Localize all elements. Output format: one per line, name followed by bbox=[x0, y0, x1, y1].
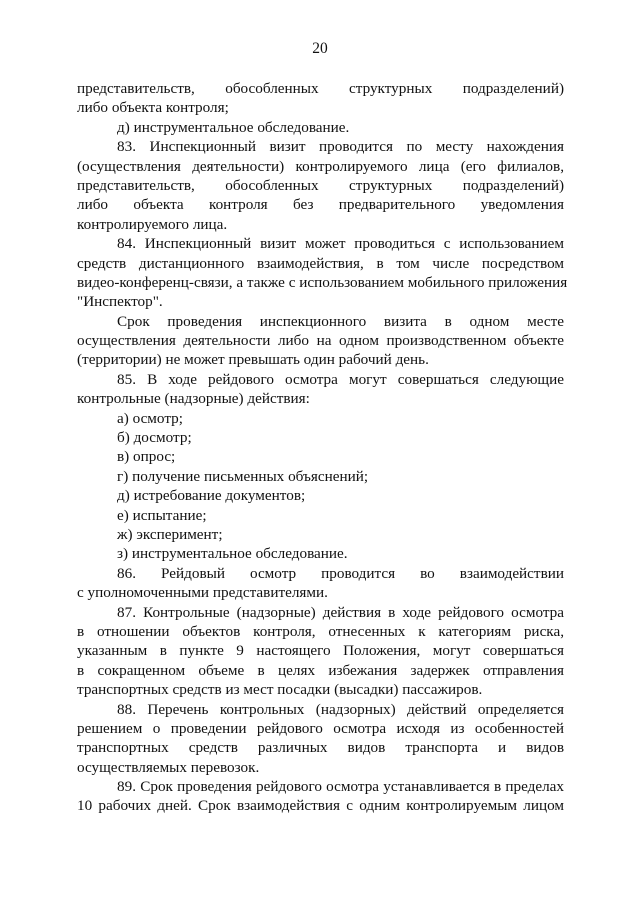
text-line: в отношении объектов контроля, отнесенных к категориям риска, bbox=[77, 622, 564, 640]
text-line: 87. Контрольные (надзорные) действия в ходе рейдового осмотра bbox=[117, 603, 564, 621]
text-line: в) опрос; bbox=[117, 448, 176, 466]
text-line: транспортных средств из мест посадки (высадки) пассажиров. bbox=[77, 681, 483, 699]
text-line: решением о проведении рейдового осмотра исходя из особенностей bbox=[77, 719, 564, 737]
text-line: либо объекта контроля; bbox=[77, 99, 229, 117]
text-line: з) инструментальное обследование. bbox=[117, 545, 348, 563]
text-line: 85. В ходе рейдового осмотра могут совершаться следующие bbox=[117, 370, 564, 388]
text-line: "Инспектор". bbox=[77, 293, 163, 311]
text-line: (осуществления деятельности) контролируемого лица (его филиалов, bbox=[77, 157, 564, 175]
text-line: б) досмотр; bbox=[117, 429, 192, 447]
text-line: осуществляемых перевозок. bbox=[77, 758, 260, 776]
text-line: 10 рабочих дней. Срок взаимодействия с одним контролируемым лицом bbox=[77, 797, 564, 815]
text-line: е) испытание; bbox=[117, 506, 207, 524]
text-line: в сокращенном объеме в целях избежания задержек отправления bbox=[77, 661, 564, 679]
text-line: д) инструментальное обследование. bbox=[117, 118, 350, 136]
text-line: видео-конференц-связи, а также с использованием мобильного приложения bbox=[77, 273, 568, 291]
text-line: 88. Перечень контрольных (надзорных) действий определяется bbox=[117, 700, 564, 718]
text-line: 89. Срок проведения рейдового осмотра устанавливается в пределах bbox=[117, 778, 564, 796]
text-line: 84. Инспекционный визит может проводиться с использованием bbox=[117, 235, 564, 253]
text-line: Срок проведения инспекционного визита в одном месте bbox=[117, 312, 564, 330]
text-line: указанным в пункте 9 настоящего Положения, могут совершаться bbox=[77, 642, 564, 660]
text-line: (территории) не может превышать один рабочий день. bbox=[77, 351, 429, 369]
text-line: 83. Инспекционный визит проводится по месту нахождения bbox=[117, 138, 564, 156]
text-line: представительств, обособленных структурных подразделений) bbox=[77, 80, 564, 97]
text-line: контрольные (надзорные) действия: bbox=[77, 390, 310, 408]
text-line: 86. Рейдовый осмотр проводится во взаимодействии bbox=[117, 564, 564, 582]
body-text bbox=[77, 79, 568, 816]
text-line: г) получение письменных объяснений; bbox=[117, 467, 369, 485]
text-line: средств дистанционного взаимодействия, в том числе посредством bbox=[77, 254, 564, 272]
text-line: либо объекта контроля без предварительного уведомления bbox=[77, 196, 564, 214]
text-line: контролируемого лица. bbox=[77, 215, 228, 233]
text-line: с уполномоченными представителями. bbox=[77, 584, 328, 602]
text-line: транспортных средств различных видов транспорта и видов bbox=[77, 739, 564, 757]
text-line: ж) эксперимент; bbox=[117, 525, 223, 543]
text-line: осуществления деятельности либо на одном производственном объекте bbox=[77, 332, 564, 350]
page-number: 20 bbox=[312, 40, 328, 57]
text-line: д) истребование документов; bbox=[117, 487, 306, 505]
text-line: представительств, обособленных структурных подразделений) bbox=[77, 176, 564, 194]
text-line: а) осмотр; bbox=[117, 409, 183, 427]
